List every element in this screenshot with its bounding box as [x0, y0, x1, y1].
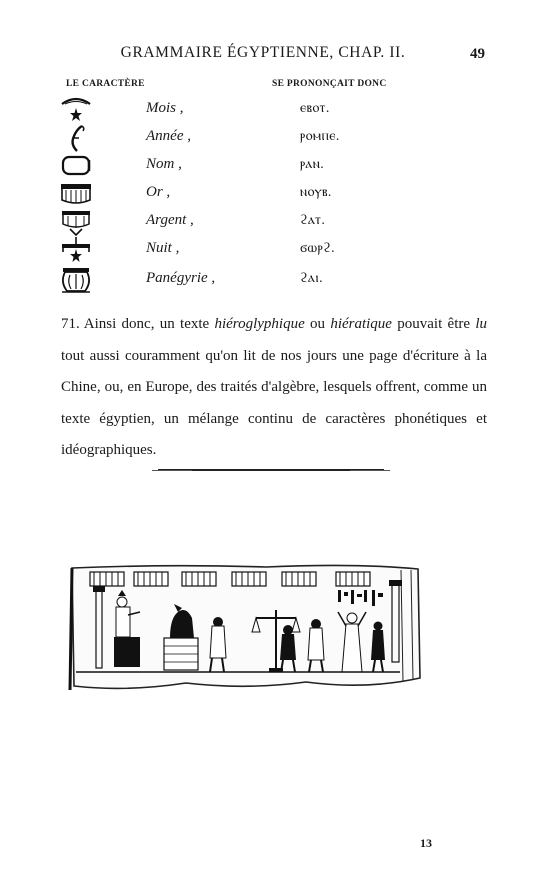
meaning-label: Or ,	[146, 184, 171, 200]
coptic-word: ⲛⲟⲩⲃ.	[300, 185, 332, 200]
paragraph-text: ou	[304, 316, 331, 332]
coptic-word: ⲣⲟⲙⲡⲉ.	[300, 129, 340, 144]
coptic-word: ⲣⲁⲛ.	[300, 157, 325, 172]
gold-collar-hieroglyph-icon	[56, 180, 96, 208]
coptic-word: ⲉⲃⲟⲧ.	[300, 101, 330, 116]
column-header-pronunciation: SE PRONONÇAIT DONC	[272, 79, 387, 89]
moon-star-hieroglyph-icon	[56, 96, 96, 124]
table-row	[0, 152, 536, 180]
coptic-word: ϩⲁⲧ.	[300, 213, 326, 228]
table-row	[0, 180, 536, 208]
table-row	[0, 236, 536, 264]
meaning-label: Nuit ,	[146, 240, 180, 256]
table-row	[0, 124, 536, 152]
coptic-word: ϩⲁⲓ.	[300, 271, 324, 286]
silver-collar-hieroglyph-icon	[56, 208, 96, 236]
section-number: 71.	[61, 316, 80, 332]
signature-mark: 13	[420, 836, 432, 850]
meaning-label: Nom ,	[146, 156, 182, 172]
running-head	[0, 44, 536, 62]
table-row	[0, 208, 536, 236]
cartouche-hieroglyph-icon	[56, 152, 96, 180]
paragraph-text: Ainsi donc, un texte	[83, 316, 215, 332]
emphasis-term: hiératique	[330, 316, 392, 332]
sky-star-hieroglyph-icon	[56, 236, 96, 264]
palm-branch-hieroglyph-icon	[56, 124, 96, 152]
coptic-word: ϭⲱⲣϩ.	[300, 241, 335, 256]
section-divider	[158, 469, 384, 471]
emphasis-term: lu	[475, 316, 487, 332]
section-71-paragraph	[61, 309, 487, 467]
festival-hall-hieroglyph-icon	[56, 266, 96, 294]
chapter-title: GRAMMAIRE ÉGYPTIENNE, CHAP. II.	[120, 44, 406, 61]
judgment-of-the-dead-papyrus-vignette	[66, 560, 424, 700]
paragraph-text: tout aussi couramment qu'on lit de nos jours une page d'écriture à la Chine, ou, en Europe, des traités d'algèbre, lesquels offrent, comme un texte égyptien, un mélange continu de caractères phonétiques et idéographiques.	[61, 347, 487, 458]
meaning-label: Panégyrie ,	[146, 270, 216, 286]
page-number: 49	[470, 46, 485, 62]
table-row	[0, 266, 536, 294]
column-header-character: LE CARACTÈRE	[66, 79, 145, 89]
meaning-label: Mois ,	[146, 100, 184, 116]
emphasis-term: hiéroglyphique	[214, 316, 305, 332]
paragraph-text: pouvait être	[391, 316, 476, 332]
meaning-label: Année ,	[146, 128, 191, 144]
table-row	[0, 96, 536, 124]
meaning-label: Argent ,	[146, 212, 194, 228]
